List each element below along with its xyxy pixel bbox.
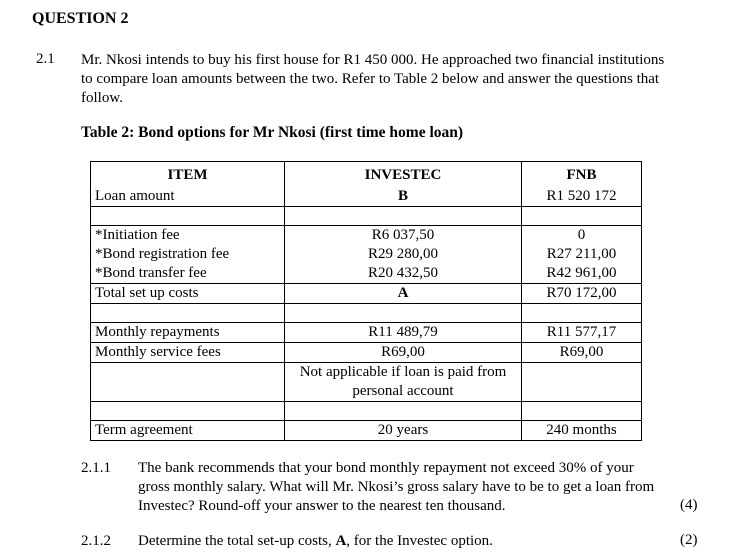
bond-options-table [90, 161, 642, 441]
term-fnb: 240 months [522, 421, 642, 441]
table-row [91, 363, 642, 402]
table-row [91, 284, 642, 304]
initiation-fee-investec: R6 037,50 [285, 226, 522, 246]
subquestion-text-part: Determine the total set-up costs, [138, 533, 336, 549]
subquestion-text-part: , for the Investec option. [346, 533, 493, 549]
monthly-service-fnb: R69,00 [522, 343, 642, 363]
subquestion-marks: (2) [680, 532, 698, 548]
initiation-fee-label: *Initiation fee [91, 226, 285, 246]
table-row [91, 323, 642, 343]
loan-amount-fnb: R1 520 172 [522, 187, 642, 207]
subquestion-text [138, 532, 658, 551]
not-applicable-note [285, 363, 522, 402]
monthly-repayments-fnb: R11 577,17 [522, 323, 642, 343]
total-setup-investec: A [285, 284, 522, 304]
table-row [91, 343, 642, 363]
registration-fee-fnb: R27 211,00 [522, 245, 642, 264]
monthly-repayments-investec: R11 489,79 [285, 323, 522, 343]
intro-text: Mr. Nkosi intends to buy his first house for R1 450 000. He approached two financial institutions to compare loan amounts between the two. Refer to Table 2 below and answer the questions that follow. [81, 52, 665, 106]
header-fnb: FNB [522, 162, 642, 188]
table-row [91, 421, 642, 441]
question-number: 2.1 [36, 51, 55, 67]
table-header-row [91, 162, 642, 188]
monthly-repayments-label: Monthly repayments [91, 323, 285, 343]
table-caption: Table 2: Bond options for Mr Nkosi (first time home loan) [81, 124, 464, 141]
subquestion-number: 2.1.1 [81, 460, 111, 476]
transfer-fee-fnb: R42 961,00 [522, 264, 642, 284]
table-spacer-row [91, 304, 642, 323]
not-applicable-line-2: personal account [352, 383, 454, 399]
table-row [91, 245, 642, 264]
table-spacer-row [91, 207, 642, 226]
not-applicable-line-1: Not applicable if loan is paid from [299, 364, 507, 380]
monthly-service-investec: R69,00 [285, 343, 522, 363]
total-setup-label: Total set up costs [91, 284, 285, 304]
header-item: ITEM [91, 162, 285, 188]
initiation-fee-fnb: 0 [522, 226, 642, 246]
subquestion-number: 2.1.2 [81, 533, 111, 549]
subquestion-text: The bank recommends that your bond monthly repayment not exceed 30% of your gross monthly salary. What will Mr. Nkosi’s gross salary have to be to get a loan from Investec? Round-off your answer to the nearest ten thousand. [138, 460, 655, 514]
registration-fee-label: *Bond registration fee [91, 245, 285, 264]
table-spacer-row [91, 402, 642, 421]
transfer-fee-label: *Bond transfer fee [91, 264, 285, 284]
monthly-service-label: Monthly service fees [91, 343, 285, 363]
header-investec: INVESTEC [285, 162, 522, 188]
loan-amount-investec: B [285, 187, 522, 207]
transfer-fee-investec: R20 432,50 [285, 264, 522, 284]
registration-fee-investec: R29 280,00 [285, 245, 522, 264]
subquestion-bold-variable: A [335, 533, 347, 549]
question-title: QUESTION 2 [32, 10, 129, 27]
table-row [91, 264, 642, 284]
loan-amount-label: Loan amount [91, 187, 285, 207]
term-investec: 20 years [285, 421, 522, 441]
table-row [91, 226, 642, 246]
term-label: Term agreement [91, 421, 285, 441]
total-setup-fnb: R70 172,00 [522, 284, 642, 304]
subquestion-marks: (4) [680, 497, 698, 513]
table-row [91, 187, 642, 207]
